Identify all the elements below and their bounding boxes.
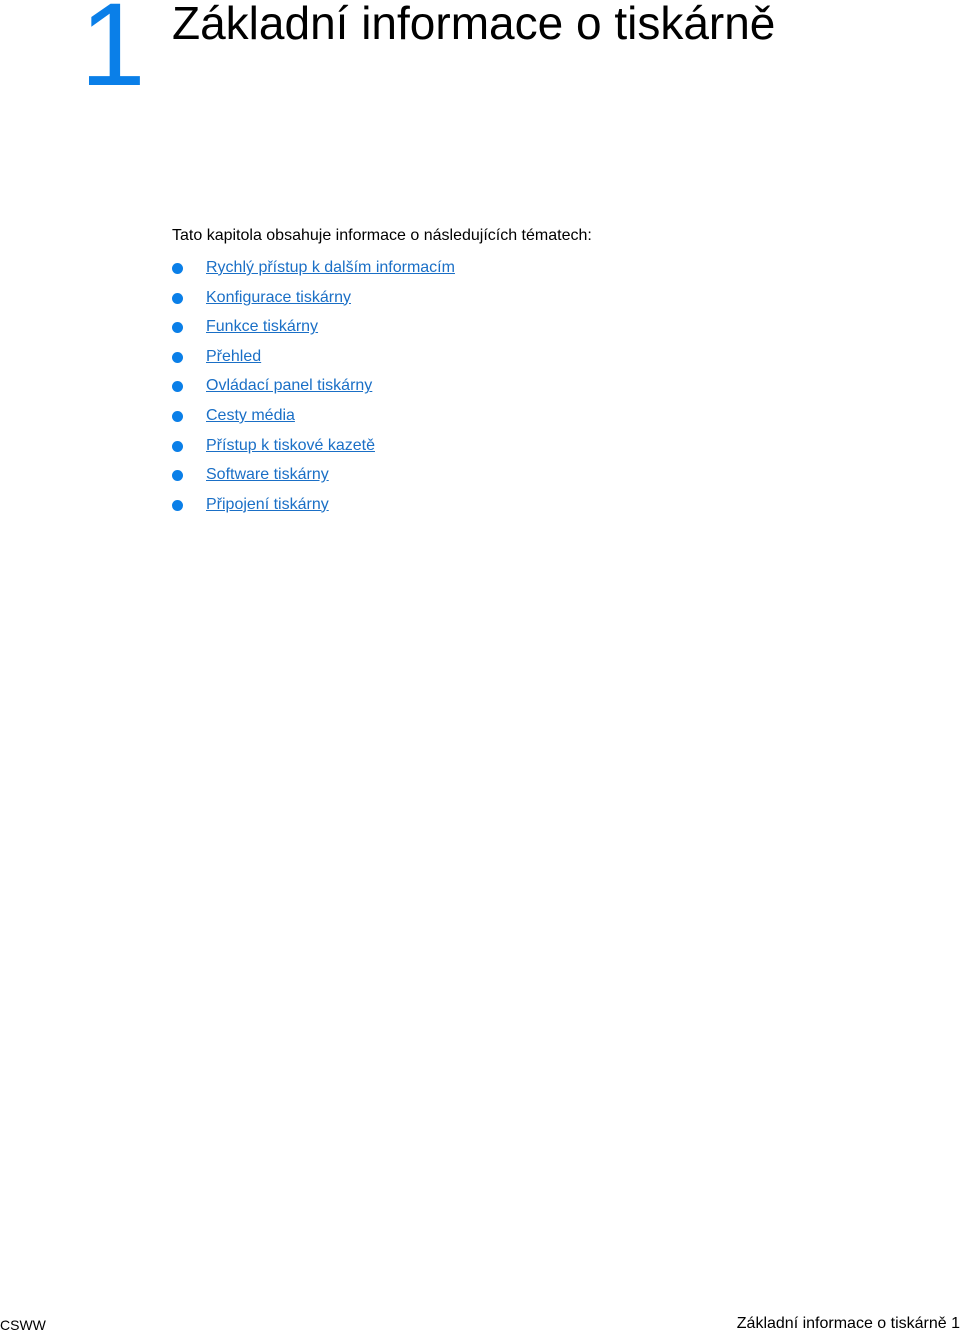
footer-page-label: Základní informace o tiskárně 1 <box>736 1315 960 1332</box>
list-item <box>172 495 455 525</box>
topic-link-printer-software[interactable]: Software tiskárny <box>206 466 329 484</box>
bullet-icon <box>172 322 183 333</box>
bullet-icon <box>172 470 183 481</box>
topic-list <box>172 258 455 524</box>
bullet-icon <box>172 500 183 511</box>
chapter-number: 1 <box>80 0 146 111</box>
topic-link-printer-connection[interactable]: Připojení tiskárny <box>206 495 329 513</box>
list-item <box>172 288 455 318</box>
bullet-icon <box>172 381 183 392</box>
topic-link-overview[interactable]: Přehled <box>206 347 262 365</box>
footer-left-label: CSWW <box>0 1317 46 1333</box>
topic-link-quick-access[interactable]: Rychlý přístup k dalším informacím <box>206 259 455 276</box>
list-item <box>172 436 455 466</box>
bullet-icon <box>172 441 183 452</box>
list-item <box>172 347 455 377</box>
topic-link-cartridge-access[interactable]: Přístup k tiskové kazetě <box>206 436 375 454</box>
list-item <box>172 258 455 288</box>
topic-link-printer-configuration[interactable]: Konfigurace tiskárny <box>206 288 351 306</box>
list-item <box>172 406 455 436</box>
bullet-icon <box>172 293 183 304</box>
list-item <box>172 376 455 406</box>
topic-link-printer-features[interactable]: Funkce tiskárny <box>206 318 319 336</box>
bullet-icon <box>172 352 183 363</box>
topic-link-media-paths[interactable]: Cesty média <box>206 406 295 424</box>
intro-text: Tato kapitola obsahuje informace o následujících tématech: <box>172 227 592 244</box>
chapter-title: Základní informace o tiskárně <box>172 0 776 49</box>
bullet-icon <box>172 411 183 422</box>
bullet-icon <box>172 263 183 274</box>
list-item <box>172 465 455 495</box>
topic-link-control-panel[interactable]: Ovládací panel tiskárny <box>206 377 373 395</box>
list-item <box>172 317 455 347</box>
